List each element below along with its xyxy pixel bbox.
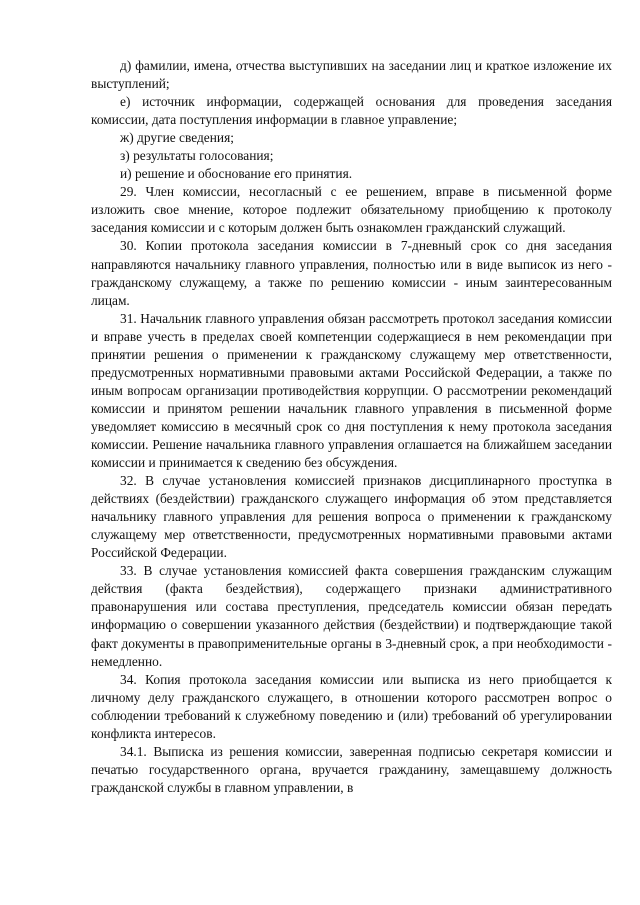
paragraph-item-zh: ж) другие сведения; bbox=[120, 130, 234, 146]
paragraph-30: 30. Копии протокола заседания комиссии в 7-дневный срок со дня заседания направляются начальнику главного управления, полностью или в виде выписок из него - гражданскому служащему, а также по решению комиссии - иным заинтересованным лицам. bbox=[91, 238, 612, 308]
paragraph-34-1: 34.1. Выписка из решения комиссии, заверенная подписью секретаря комиссии и печатью государственного органа, вручается гражданину, замещавшему должность гражданской службы в главном управлении, в bbox=[91, 743, 612, 795]
paragraph-item-z: з) результаты голосования; bbox=[120, 148, 274, 164]
paragraph-item-e: е) источник информации, содержащей основания для проведения заседания комиссии, дата поступления информации в главное управление; bbox=[91, 94, 612, 128]
paragraph-33: 33. В случае установления комиссией факта совершения гражданским служащим действия (факта бездействия), содержащего признаки административного правонарушения или состава преступления, председатель комиссии обязан передать информацию о совершении указанного действия (бездействии) и подтверждающие такой факт документы в правоприменительные органы в 3-дневный срок, а при необходимости - немедленно. bbox=[91, 563, 612, 669]
paragraph-item-i: и) решение и обоснование его принятия. bbox=[120, 166, 353, 182]
paragraph-29: 29. Член комиссии, несогласный с ее решением, вправе в письменной форме изложить свое мнение, которое подлежит обязательному приобщению к протоколу заседания комиссии и с которым должен быть ознакомлен гражданский служащий. bbox=[91, 184, 612, 236]
paragraph-34: 34. Копия протокола заседания комиссии или выписка из него приобщается к личному делу гражданского служащего, в отношении которого рассмотрен вопрос о соблюдении требований к служебному поведению и (или) требований об урегулировании конфликта интересов. bbox=[91, 671, 612, 741]
paragraph-31: 31. Начальник главного управления обязан рассмотреть протокол заседания комиссии и вправе учесть в пределах своей компетенции содержащиеся в нем рекомендации при принятии решения о применении к гражданскому служащему мер ответственности, предусмотренных нормативными правовыми актами Российской Федерации, а также по иным вопросам организации противодействия коррупции. О рассмотрении рекомендаций комиссии и принятом решении начальник главного управления в письменной форме уведомляет комиссию в месячный срок со дня поступления к нему протокола заседания комиссии. Решение начальника главного управления оглашается на ближайшем заседании комиссии и принимается к сведению без обсуждения. bbox=[91, 310, 612, 471]
paragraph-item-d: д) фамилии, имена, отчества выступивших на заседании лиц и краткое изложение их выступлений; bbox=[91, 58, 612, 92]
paragraph-32: 32. В случае установления комиссией признаков дисциплинарного проступка в действиях (бездействии) гражданского служащего информация об этом представляется начальнику главного управления для решения вопроса о применении к гражданскому служащему мер ответственности, предусмотренных нормативными правовыми актами Российской Федерации. bbox=[91, 473, 612, 561]
document-page bbox=[91, 57, 612, 797]
